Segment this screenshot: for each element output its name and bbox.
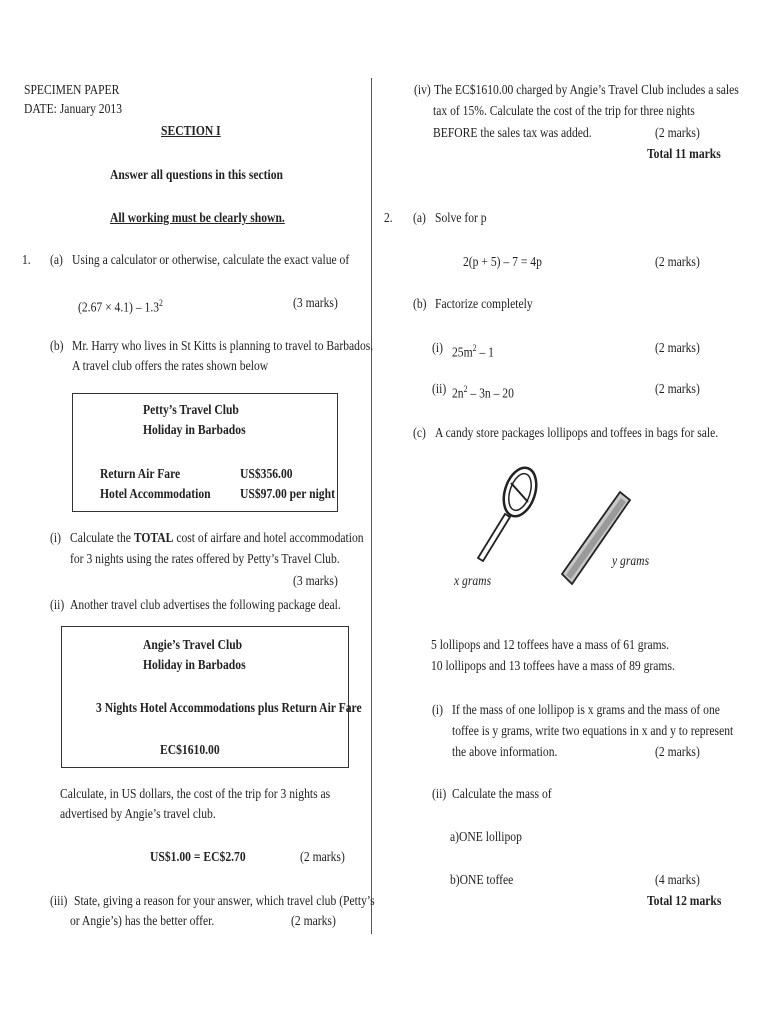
q1biv-text-line1: The EC$1610.00 charged by Angie’s Travel Club includes a sales xyxy=(434,82,739,97)
q2bi-expression: $25m^2 - 1$ xyxy=(452,343,494,360)
paper-date: DATE: January 2013 xyxy=(24,101,123,116)
box1-title: Petty’s Travel Club xyxy=(143,402,239,417)
q1biv-text-line2: tax of 15%. Calculate the cost of the trip for three nights xyxy=(433,103,695,118)
q2a-equation: 2(p + 5) – 7 = 4p xyxy=(463,254,542,269)
q1b-text-line1: Mr. Harry who lives in St Kitts is planning to travel to Barbados. xyxy=(72,338,374,353)
q1biii-marks: (2 marks) xyxy=(291,913,336,928)
q1biv-marks: (2 marks) xyxy=(655,125,700,140)
q1a-expression: $(2.67 \times 4.1) - 1.3^2$ xyxy=(78,298,163,315)
q2-total: Total 12 marks xyxy=(647,893,722,908)
question-2-number: 2. xyxy=(384,210,393,225)
q1biii-text-line1: State, giving a reason for your answer, which travel club (Petty’s xyxy=(74,893,375,908)
box1-hotel-label: Hotel Accommodation xyxy=(100,486,211,501)
q1bii-calc-line2: advertised by Angie’s travel club. xyxy=(60,806,216,821)
q1biv-label: (iv) xyxy=(414,82,431,97)
q1a-marks: (3 marks) xyxy=(293,295,338,310)
q2bii-marks: (2 marks) xyxy=(655,381,700,396)
q2cii-marks: (4 marks) xyxy=(655,872,700,887)
q2c-label: (c) xyxy=(413,425,426,440)
q2a-marks: (2 marks) xyxy=(655,254,700,269)
q2ci-text-line2: toffee is y grams, write two equations in x and y to represent xyxy=(452,723,734,738)
q1bii-calc-line1: Calculate, in US dollars, the cost of the trip for 3 nights as xyxy=(60,786,331,801)
q2bi-label: (i) xyxy=(432,340,443,355)
box2-title: Angie’s Travel Club xyxy=(143,637,243,652)
q2cii-text: Calculate the mass of xyxy=(452,786,552,801)
paper-type: SPECIMEN PAPER xyxy=(24,82,120,97)
q1biii-label: (iii) xyxy=(50,893,68,908)
q2b-label: (b) xyxy=(413,296,427,311)
box1-hotel-value: US$97.00 per night xyxy=(240,486,335,501)
q2cii-part-a: a)ONE lollipop xyxy=(450,829,522,844)
column-divider xyxy=(371,78,372,934)
q2a-label: (a) xyxy=(413,210,426,225)
q2bi-marks: (2 marks) xyxy=(655,340,700,355)
q2cii-label: (ii) xyxy=(432,786,447,801)
q2c-info-line1: 5 lollipops and 12 toffees have a mass of 61 grams. xyxy=(431,637,670,652)
question-1-number: 1. xyxy=(22,252,31,267)
q1bi-text-line2: for 3 nights using the rates offered by Petty’s Travel Club. xyxy=(70,551,340,566)
exchange-rate: US$1.00 = EC$2.70 xyxy=(150,849,246,864)
box1-airfare-value: US$356.00 xyxy=(240,466,293,481)
q2c-info-line2: 10 lollipops and 13 toffees have a mass of 89 grams. xyxy=(431,658,675,673)
q1a-label: (a) xyxy=(50,252,63,267)
section-working-note: All working must be clearly shown. xyxy=(110,210,285,225)
q2ci-text-line3: the above information. xyxy=(452,744,558,759)
q2a-text: Solve for p xyxy=(435,210,487,225)
q2b-text: Factorize completely xyxy=(435,296,533,311)
lollipop-mass-label: x grams xyxy=(454,573,492,588)
q1biii-text-line2: or Angie’s) has the better offer. xyxy=(70,913,215,928)
q1bi-text-line1: Calculate the TOTAL cost of airfare and hotel accommodation xyxy=(70,530,364,545)
q1-total: Total 11 marks xyxy=(647,146,721,161)
box2-price: EC$1610.00 xyxy=(160,742,220,757)
q1bii-text: Another travel club advertises the following package deal. xyxy=(70,597,341,612)
box2-package: 3 Nights Hotel Accommodations plus Return Air Fare xyxy=(96,700,362,715)
exchange-rate-marks: (2 marks) xyxy=(300,849,345,864)
q1biv-text-line3: BEFORE the sales tax was added. xyxy=(433,125,592,140)
q1bi-marks: (3 marks) xyxy=(293,573,338,588)
section-instruction: Answer all questions in this section xyxy=(110,167,283,182)
q1bi-label: (i) xyxy=(50,530,61,545)
section-title: SECTION I xyxy=(161,123,221,138)
q1b-label: (b) xyxy=(50,338,64,353)
q2ci-marks: (2 marks) xyxy=(655,744,700,759)
q1b-text-line2: A travel club offers the rates shown below xyxy=(72,358,269,373)
q2ci-text-line1: If the mass of one lollipop is x grams and the mass of one xyxy=(452,702,720,717)
q2bii-expression: $2n^2 - 3n - 20$ xyxy=(452,384,514,401)
box1-airfare-label: Return Air Fare xyxy=(100,466,181,481)
box1-subtitle: Holiday in Barbados xyxy=(143,422,246,437)
q1a-text: Using a calculator or otherwise, calculate the exact value of xyxy=(72,252,350,267)
box2-subtitle: Holiday in Barbados xyxy=(143,657,246,672)
toffee-mass-label: y grams xyxy=(612,553,650,568)
lollipop-image xyxy=(470,460,550,570)
q2ci-label: (i) xyxy=(432,702,443,717)
q2c-text: A candy store packages lollipops and toffees in bags for sale. xyxy=(435,425,719,440)
q2cii-part-b: b)ONE toffee xyxy=(450,872,514,887)
q1bii-label: (ii) xyxy=(50,597,65,612)
toffee-image xyxy=(558,488,638,598)
q2bii-label: (ii) xyxy=(432,381,447,396)
